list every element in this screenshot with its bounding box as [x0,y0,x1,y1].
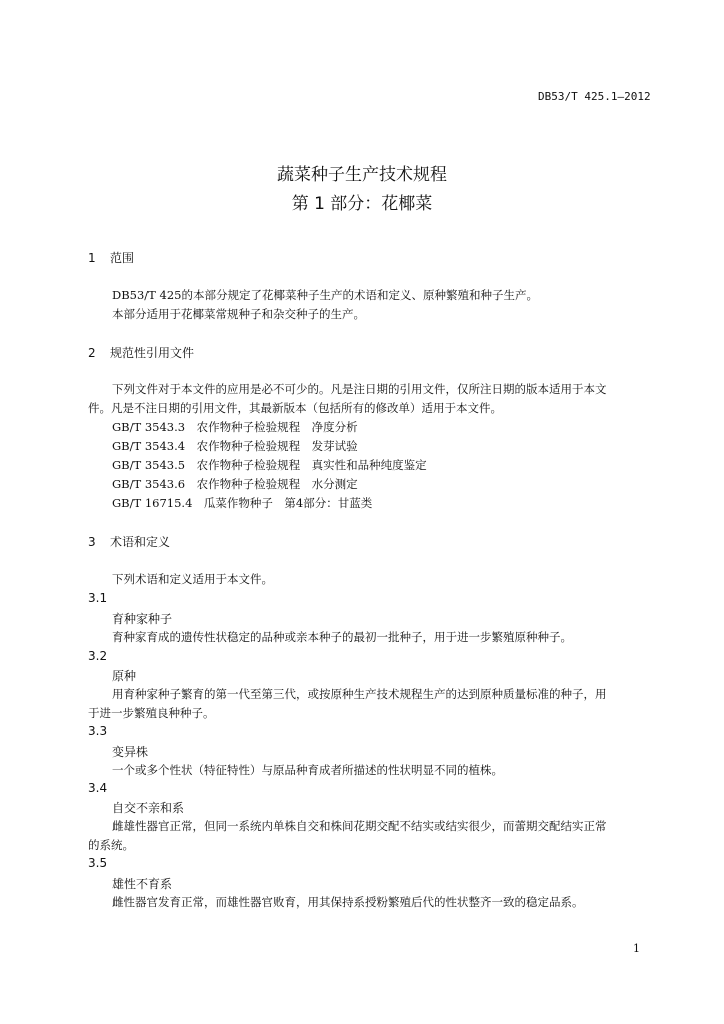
reference-item: GB/T 3543.6 农作物种子检验规程 水分测定 [112,477,358,491]
section-heading-scope [88,249,134,266]
paragraph: 本部分适用于花椰菜常规种子和杂交种子的生产。 [112,307,365,321]
reference-item: GB/T 16715.4 瓜菜作物种子 第4部分：甘蓝类 [112,496,373,510]
term-name: 原种 [112,669,137,683]
reference-item: GB/T 3543.4 农作物种子检验规程 发芽试验 [112,439,358,453]
term-name: 自交不亲和系 [112,801,185,815]
term-definition-continued: 的系统。 [88,838,134,852]
term-definition: 雌性器官发育正常，而雄性器官败育，用其保持系授粉繁殖后代的性状整齐一致的稳定品系。 [112,895,584,909]
document-subtitle: 第 1 部分：花椰菜 [291,194,433,214]
term-name: 变异株 [112,745,149,759]
term-definition: 育种家育成的遗传性状稳定的品种或亲本种子的最初一批种子，用于进一步繁殖原种种子。 [112,630,572,644]
term-definition: 一个或多个性状（特征特性）与原品种育成者所描述的性状明显不同的植株。 [112,763,503,777]
section-number: 2 [88,346,96,360]
section-title: 规范性引用文件 [110,346,195,360]
page-number: 1 [633,942,640,955]
section-title: 范围 [110,251,135,265]
paragraph: DB53/T 425的本部分规定了花椰菜种子生产的术语和定义、原种繁殖和种子生产。 [112,288,538,302]
section-heading-terms-definitions [88,533,170,550]
reference-item: GB/T 3543.3 农作物种子检验规程 净度分析 [112,420,358,434]
section-heading-normative-references [88,344,194,361]
paragraph: 下列文件对于本文件的应用是必不可少的。凡是注日期的引用文件，仅所注日期的版本适用于本文 [112,382,607,396]
section-number: 3 [88,535,96,549]
section-title: 术语和定义 [110,535,171,549]
paragraph: 下列术语和定义适用于本文件。 [112,572,273,586]
term-definition-continued: 于进一步繁殖良种种子。 [88,706,215,720]
term-definition: 雌雄性器官正常，但同一系统内单株自交和株间花期交配不结实或结实很少，而蕾期交配结实正常 [112,819,607,833]
term-number: 3.1 [88,591,108,605]
term-number: 3.2 [88,649,108,663]
term-number: 3.5 [88,856,108,870]
standard-number: DB53/T 425.1—2012 [538,90,651,103]
term-number: 3.3 [88,724,108,738]
reference-item: GB/T 3543.5 农作物种子检验规程 真实性和品种纯度鉴定 [112,458,427,472]
paragraph: 件。凡是不注日期的引用文件，其最新版本（包括所有的修改单）适用于本文件。 [88,401,502,415]
document-title: 蔬菜种子生产技术规程 [277,165,447,185]
section-number: 1 [88,251,96,265]
term-number: 3.4 [88,781,108,795]
term-definition: 用育种家种子繁育的第一代至第三代，或按原种生产技术规程生产的达到原种质量标准的种子，用 [112,687,607,701]
term-name: 育种家种子 [112,612,173,626]
term-name: 雄性不育系 [112,877,173,891]
